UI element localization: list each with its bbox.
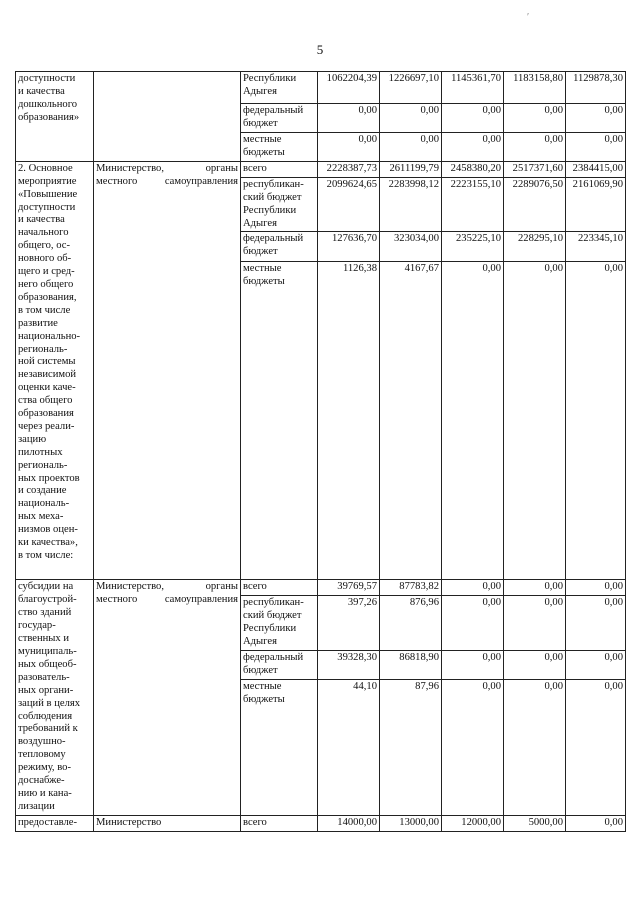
value-cell: 0,00 (442, 651, 504, 680)
funding-source-cell: республикан- ский бюджет Республики Адыгея (241, 177, 318, 232)
value-cell: 127636,70 (318, 232, 380, 262)
value-cell: 2384415,00 (566, 161, 626, 177)
value-cell: 2517371,60 (504, 161, 566, 177)
value-cell: 223345,10 (566, 232, 626, 262)
value-cell: 0,00 (442, 262, 504, 580)
value-cell: 0,00 (442, 104, 504, 133)
measure-name-cell: доступности и качества дошкольного образования» (16, 72, 94, 162)
budget-table (15, 71, 626, 832)
funding-source-cell: федеральный бюджет (241, 232, 318, 262)
value-cell: 0,00 (566, 580, 626, 596)
value-cell: 0,00 (504, 262, 566, 580)
funding-source-cell: местные бюджеты (241, 262, 318, 580)
responsible-cell: Министерство, органы местного самоуправления (94, 161, 241, 580)
value-cell: 4167,67 (380, 262, 442, 580)
value-cell: 14000,00 (318, 815, 380, 831)
value-cell: 86818,90 (380, 651, 442, 680)
value-cell: 0,00 (566, 680, 626, 815)
funding-source-cell: федеральный бюджет (241, 651, 318, 680)
value-cell: 228295,10 (504, 232, 566, 262)
value-cell: 13000,00 (380, 815, 442, 831)
funding-source-cell: всего (241, 161, 318, 177)
value-cell: 0,00 (566, 596, 626, 651)
value-cell: 0,00 (318, 132, 380, 161)
value-cell: 0,00 (566, 262, 626, 580)
value-cell: 323034,00 (380, 232, 442, 262)
value-cell: 2283998,12 (380, 177, 442, 232)
measure-name-cell: субсидии на благоустрой- ство зданий государ- ственных и муниципаль- ных общеоб- разователь- ных органи- заций в целях соблюдения требований к воздушно- тепловому режиму, во- доснабже- нию и кана- лизации (16, 580, 94, 815)
value-cell: 0,00 (504, 104, 566, 133)
funding-source-cell: всего (241, 580, 318, 596)
value-cell: 2161069,90 (566, 177, 626, 232)
value-cell: 0,00 (380, 104, 442, 133)
table-row (16, 161, 626, 177)
funding-source-cell: Республики Адыгея (241, 72, 318, 104)
value-cell: 0,00 (442, 580, 504, 596)
value-cell: 397,26 (318, 596, 380, 651)
value-cell: 2099624,65 (318, 177, 380, 232)
value-cell: 876,96 (380, 596, 442, 651)
value-cell: 2458380,20 (442, 161, 504, 177)
value-cell: 1226697,10 (380, 72, 442, 104)
responsible-cell: Министерство, органы местного самоуправления (94, 580, 241, 815)
value-cell: 1129878,30 (566, 72, 626, 104)
value-cell: 87,96 (380, 680, 442, 815)
table-row (16, 815, 626, 831)
value-cell: 0,00 (504, 651, 566, 680)
value-cell: 0,00 (504, 680, 566, 815)
value-cell: 0,00 (504, 132, 566, 161)
value-cell: 0,00 (566, 132, 626, 161)
value-cell: 2611199,79 (380, 161, 442, 177)
margin-mark: ′ (527, 12, 530, 23)
measure-name-cell: предоставле- (16, 815, 94, 831)
funding-source-cell: республикан- ский бюджет Республики Адыгея (241, 596, 318, 651)
value-cell: 0,00 (318, 104, 380, 133)
value-cell: 0,00 (566, 104, 626, 133)
funding-source-cell: местные бюджеты (241, 132, 318, 161)
value-cell: 0,00 (504, 580, 566, 596)
funding-source-cell: всего (241, 815, 318, 831)
value-cell: 0,00 (566, 815, 626, 831)
value-cell: 1062204,39 (318, 72, 380, 104)
value-cell: 39328,30 (318, 651, 380, 680)
value-cell: 5000,00 (504, 815, 566, 831)
value-cell: 87783,82 (380, 580, 442, 596)
page-number: 5 (316, 42, 324, 57)
funding-source-cell: федеральный бюджет (241, 104, 318, 133)
value-cell: 12000,00 (442, 815, 504, 831)
value-cell: 1183158,80 (504, 72, 566, 104)
value-cell: 0,00 (442, 680, 504, 815)
value-cell: 44,10 (318, 680, 380, 815)
value-cell: 0,00 (380, 132, 442, 161)
value-cell: 2223155,10 (442, 177, 504, 232)
value-cell: 0,00 (504, 596, 566, 651)
value-cell: 2228387,73 (318, 161, 380, 177)
responsible-cell: Министерство (94, 815, 241, 831)
table-row (16, 580, 626, 596)
value-cell: 1145361,70 (442, 72, 504, 104)
responsible-cell (94, 72, 241, 162)
value-cell: 235225,10 (442, 232, 504, 262)
table-row (16, 72, 626, 104)
value-cell: 0,00 (566, 651, 626, 680)
value-cell: 39769,57 (318, 580, 380, 596)
funding-source-cell: местные бюджеты (241, 680, 318, 815)
value-cell: 0,00 (442, 596, 504, 651)
value-cell: 1126,38 (318, 262, 380, 580)
value-cell: 0,00 (442, 132, 504, 161)
measure-name-cell: 2. Основное мероприятие «Повышение доступности и качества начального общего, ос- новного об- щего и сред- него общего образования, в том числе развитие национально- региональ- ной системы независимой оценки каче- ства общего образования через реали- зацию пилотных региональ- ных проектов и создание националь- ных меха- низмов оцен- ки качества», в том числе: (16, 161, 94, 580)
value-cell: 2289076,50 (504, 177, 566, 232)
